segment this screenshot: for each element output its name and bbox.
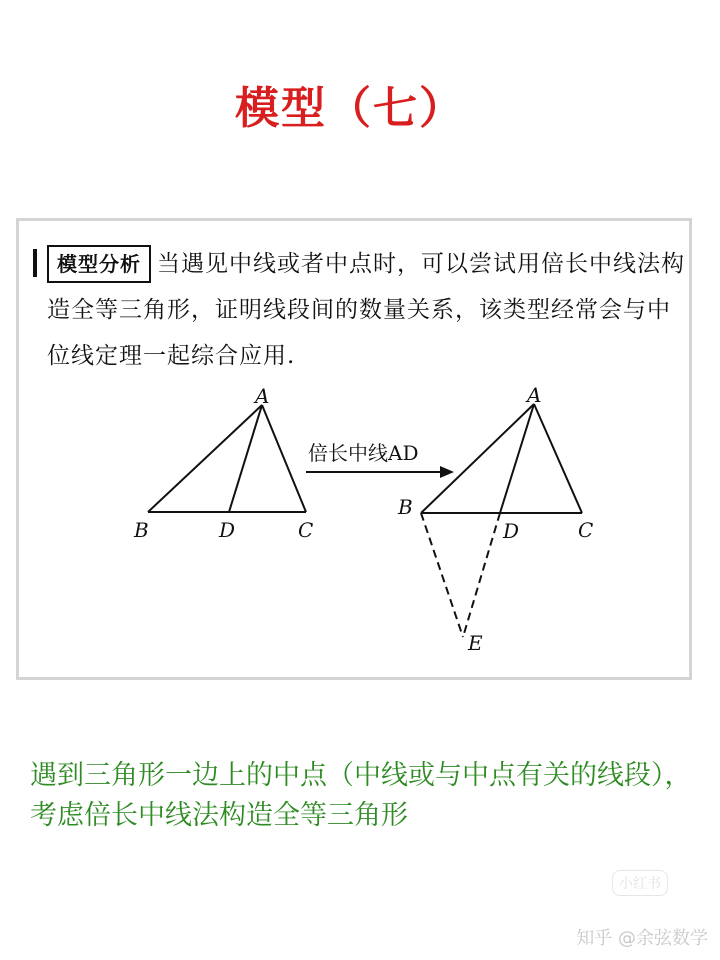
extended-de xyxy=(463,513,500,637)
watermark-badge: 小红书 xyxy=(612,870,668,896)
left-side-ac xyxy=(262,405,306,512)
right-label-c: C xyxy=(578,518,594,542)
right-label-d: D xyxy=(503,519,520,543)
analysis-body: 当遇见中线或者中点时，可以尝试用倍长中线法构造全等三角形，证明线段间的数量关系，该类型经常会与中位线定理一起综合应用. xyxy=(47,251,685,369)
right-side-ac xyxy=(534,404,582,513)
watermark: 知乎 @余弦数学 xyxy=(576,928,708,949)
right-triangle xyxy=(397,383,593,655)
analysis-tag-label: 模型分析 xyxy=(47,245,151,283)
left-label-c: C xyxy=(298,518,314,542)
transform-arrow xyxy=(306,441,454,478)
page-title: 模型（七） xyxy=(235,83,465,134)
left-label-d: D xyxy=(219,518,236,542)
right-label-e: E xyxy=(468,631,483,655)
arrow-head xyxy=(440,466,454,478)
left-label-a: A xyxy=(255,384,270,408)
left-triangle xyxy=(133,384,313,542)
right-label-b: B xyxy=(398,495,413,519)
summary-caption: 遇到三角形一边上的中点（中线或与中点有关的线段），考虑倍长中线法构造全等三角形 xyxy=(30,760,692,831)
segment-be xyxy=(421,513,463,637)
right-label-a: A xyxy=(527,383,542,407)
left-label-b: B xyxy=(134,518,149,542)
arrow-label: 倍长中线AD xyxy=(308,441,419,465)
